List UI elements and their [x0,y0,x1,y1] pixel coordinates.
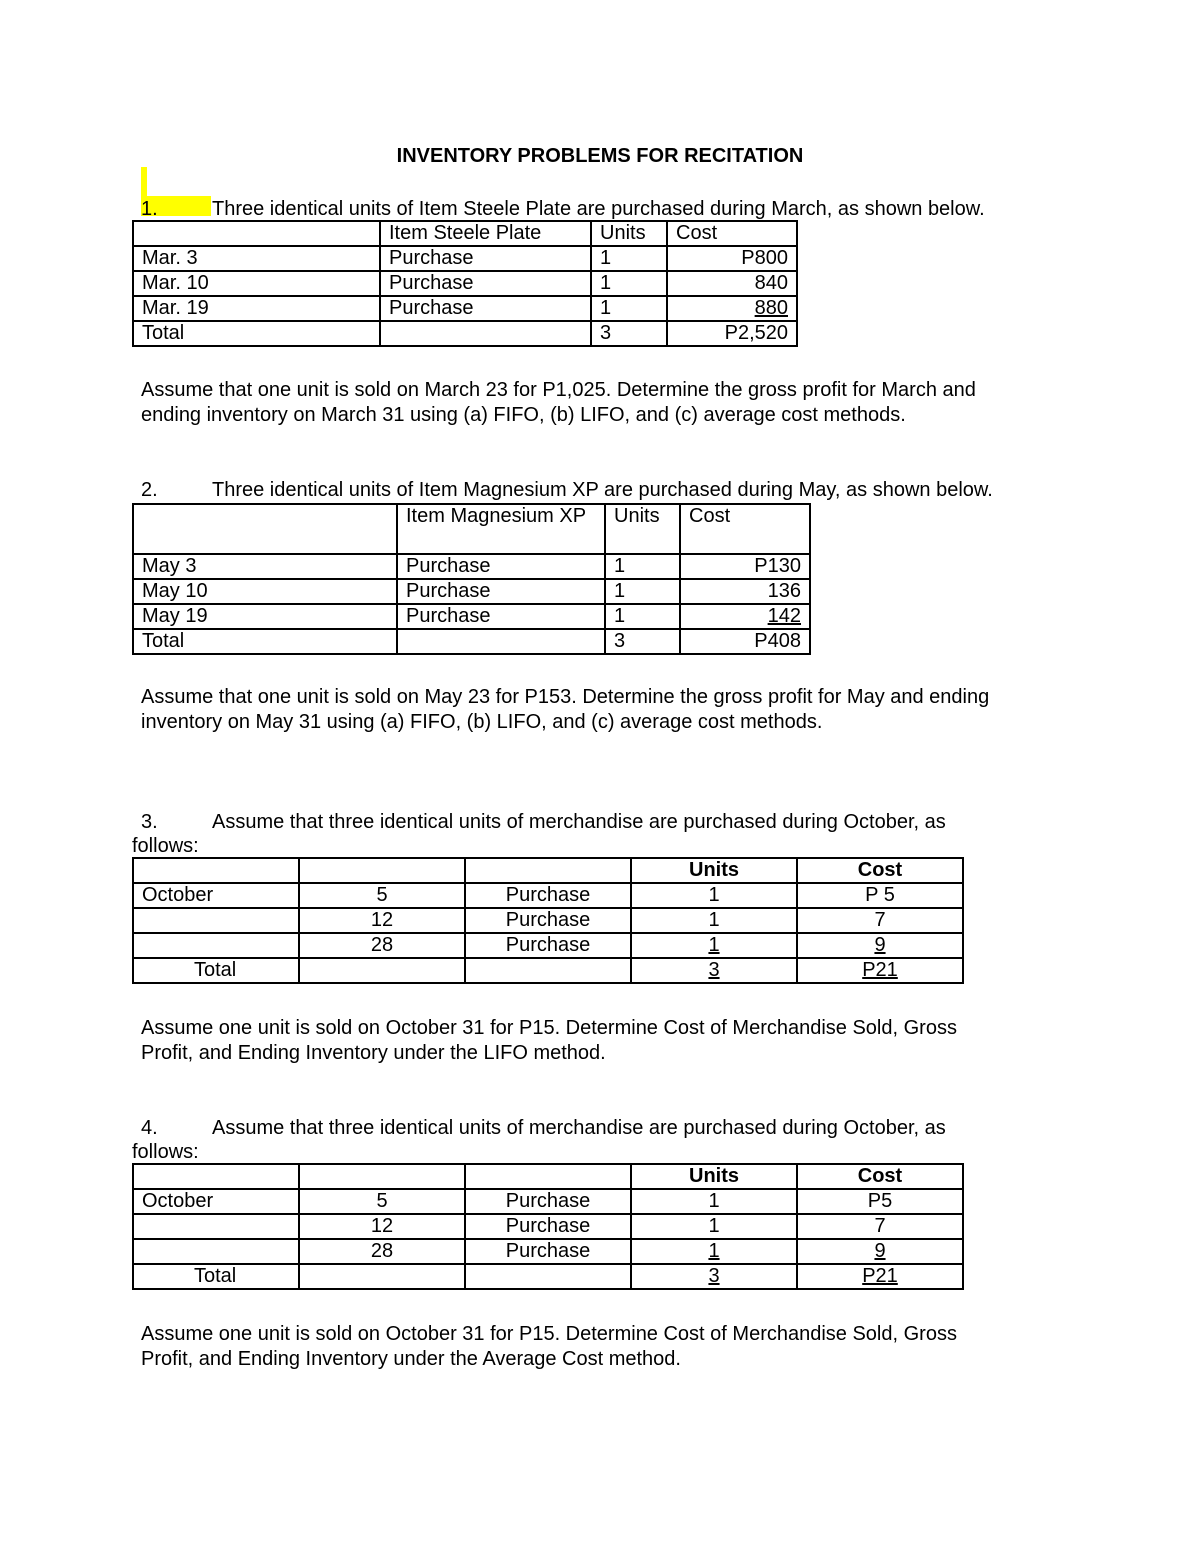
day-cell: 5 [299,1189,465,1214]
cost-cell: P800 [667,246,797,271]
units-cell: 1 [591,246,667,271]
cost-value: P21 [862,959,898,981]
cost-cell: 7 [797,908,963,933]
problem-3-intro [141,810,946,835]
table-header-cell: Cost [667,221,797,246]
cost-cell [797,1264,963,1289]
problem-4-table [132,1163,964,1290]
total-label: Total [133,1264,299,1289]
units-cell: 3 [605,629,680,654]
cost-cell: 7 [797,1214,963,1239]
month-cell: October [133,883,299,908]
table-row [133,271,797,296]
table-header-cell [133,504,397,554]
question-line: Assume that one unit is sold on March 23 for P1,025. Determine the gross profit for March and [141,379,976,401]
units-cell: 1 [631,883,797,908]
cost-value: 9 [874,1240,886,1262]
table-header-cell [133,221,380,246]
problem-1-table [132,220,798,347]
type-cell: Purchase [465,1189,631,1214]
problem-4-intro-cont: follows: [132,1141,199,1163]
table-row [133,554,810,579]
table-header-cell: Units [591,221,667,246]
table-row [133,933,963,958]
question-line: Assume that one unit is sold on May 23 for P153. Determine the gross profit for May and ending [141,686,990,708]
table-total-row [133,1264,963,1289]
table-row [133,579,810,604]
problem-number: 2. [141,479,158,501]
type-cell: Purchase [465,883,631,908]
units-value: 3 [708,1265,720,1287]
table-total-row [133,321,797,346]
table-header-cell: Cost [797,1164,963,1189]
problem-3-question [141,1016,957,1066]
units-cell [631,933,797,958]
units-value: 1 [708,1240,720,1262]
table-row [133,1189,963,1214]
problem-intro-text: Three identical units of Item Magnesium XP are purchased during May, as shown below. [212,479,993,501]
problem-3-table [132,857,964,984]
table-row [133,908,963,933]
question-line: inventory on May 31 using (a) FIFO, (b) LIFO, and (c) average cost methods. [141,711,823,733]
cost-value: P21 [862,1265,898,1287]
table-header-cell [299,1164,465,1189]
problem-intro-text: Three identical units of Item Steele Plate are purchased during March, as shown below. [212,198,985,220]
table-header-cell: Units [631,1164,797,1189]
day-cell: 12 [299,1214,465,1239]
table-header-cell [133,1164,299,1189]
table-header-cell: Cost [797,858,963,883]
units-cell: 1 [605,604,680,629]
type-cell: Purchase [397,579,605,604]
type-cell: Purchase [397,554,605,579]
cost-value: 9 [874,934,886,956]
type-cell: Purchase [380,271,591,296]
total-label: Total [133,629,397,654]
units-cell: 1 [631,1214,797,1239]
type-cell: Purchase [380,246,591,271]
type-cell [380,321,591,346]
table-header-cell: Cost [680,504,810,554]
page-title: INVENTORY PROBLEMS FOR RECITATION [396,145,804,167]
type-cell: Purchase [465,1239,631,1264]
type-cell [465,1264,631,1289]
table-row [133,1214,963,1239]
day-cell [299,1264,465,1289]
units-value: 3 [708,959,720,981]
table-total-row [133,958,963,983]
type-cell [397,629,605,654]
table-row [133,604,810,629]
cost-cell [667,296,797,321]
total-label: Total [133,958,299,983]
problem-4-question [141,1322,957,1372]
cost-cell [797,1239,963,1264]
units-cell: 1 [591,296,667,321]
problem-2-table [132,503,811,655]
month-cell [133,933,299,958]
month-cell: October [133,1189,299,1214]
problem-intro-text: Assume that three identical units of merchandise are purchased during October, as [212,811,946,833]
cost-cell: 136 [680,579,810,604]
type-cell: Purchase [380,296,591,321]
table-row [133,883,963,908]
question-line: ending inventory on March 31 using (a) FIFO, (b) LIFO, and (c) average cost methods. [141,404,906,426]
table-total-row [133,629,810,654]
date-cell: Mar. 3 [133,246,380,271]
problem-number: 4. [141,1117,158,1139]
type-cell: Purchase [465,908,631,933]
type-cell: Purchase [465,933,631,958]
cost-cell: P408 [680,629,810,654]
problem-4-intro [141,1116,946,1141]
table-header-cell: Item Magnesium XP [397,504,605,554]
question-line: Profit, and Ending Inventory under the LIFO method. [141,1042,606,1064]
question-line: Assume one unit is sold on October 31 for P15. Determine Cost of Merchandise Sold, Gross [141,1323,957,1345]
cost-value: 142 [767,605,801,627]
type-cell: Purchase [397,604,605,629]
units-cell [631,958,797,983]
table-header-cell [299,858,465,883]
day-cell [299,958,465,983]
date-cell: Mar. 10 [133,271,380,296]
units-cell: 1 [605,579,680,604]
table-header-row [133,1164,963,1189]
table-header-cell: Units [605,504,680,554]
units-cell: 1 [605,554,680,579]
day-cell: 12 [299,908,465,933]
type-cell [465,958,631,983]
units-cell: 3 [591,321,667,346]
table-header-cell [465,858,631,883]
problem-1-question [141,378,976,428]
table-header-cell: Units [631,858,797,883]
table-row [133,1239,963,1264]
units-cell: 1 [631,1189,797,1214]
highlight-marker [141,167,147,199]
day-cell: 5 [299,883,465,908]
table-header-row [133,221,797,246]
units-cell [631,1264,797,1289]
problem-intro-text: Assume that three identical units of merchandise are purchased during October, as [212,1117,946,1139]
table-header-cell [465,1164,631,1189]
cost-cell: P130 [680,554,810,579]
problem-number: 1. [141,198,158,220]
problem-1-intro [141,197,985,222]
table-row [133,296,797,321]
cost-cell: P 5 [797,883,963,908]
day-cell: 28 [299,933,465,958]
question-line: Profit, and Ending Inventory under the Average Cost method. [141,1348,681,1370]
month-cell [133,908,299,933]
problem-2-question [141,685,989,735]
total-label: Total [133,321,380,346]
cost-cell: 840 [667,271,797,296]
units-cell: 1 [631,908,797,933]
table-header-row [133,504,810,554]
problem-3-intro-cont: follows: [132,835,199,857]
day-cell: 28 [299,1239,465,1264]
date-cell: May 19 [133,604,397,629]
cost-cell: P2,520 [667,321,797,346]
table-header-cell: Item Steele Plate [380,221,591,246]
date-cell: May 10 [133,579,397,604]
cost-cell: P5 [797,1189,963,1214]
cost-value: 880 [754,297,788,319]
table-header-row [133,858,963,883]
table-row [133,246,797,271]
cost-cell [797,933,963,958]
units-value: 1 [708,934,720,956]
problem-number: 3. [141,811,158,833]
type-cell: Purchase [465,1214,631,1239]
cost-cell [680,604,810,629]
problem-2-intro [141,478,993,503]
cost-cell [797,958,963,983]
question-line: Assume one unit is sold on October 31 for P15. Determine Cost of Merchandise Sold, Gross [141,1017,957,1039]
units-cell [631,1239,797,1264]
month-cell [133,1214,299,1239]
date-cell: Mar. 19 [133,296,380,321]
date-cell: May 3 [133,554,397,579]
table-header-cell [133,858,299,883]
month-cell [133,1239,299,1264]
units-cell: 1 [591,271,667,296]
